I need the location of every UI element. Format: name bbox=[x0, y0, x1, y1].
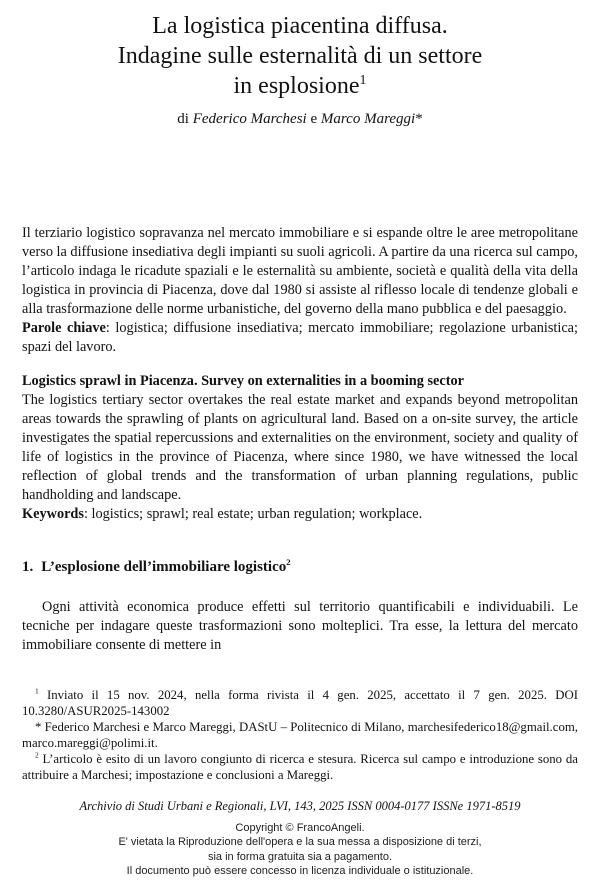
section-1-footnote-mark: 2 bbox=[286, 557, 291, 567]
abstract-english-text: The logistics tertiary sector overtakes the real estate market and expands beyond metropolitan areas towards the sprawling of plants on agricultural land. Based on a on-site survey, the article investigates the spatial repercussions and externalities on the environment, society and quality of life of logistics in the province of Piacenza, where since 1980, we have witnessed the local reflection of global trends and the transformation of urban planning regulations, public handholding and landscape. bbox=[22, 392, 578, 503]
copyright-line-3: sia in forma gratuita sia a pagamento. bbox=[207, 850, 393, 863]
journal-citation-line: Archivio di Studi Urbani e Regionali, LVI, 143, 2025 ISSN 0004-0177 ISSNe 1971-8519 bbox=[79, 799, 521, 813]
keywords-english-label: Keywords bbox=[22, 506, 84, 522]
title-footnote-mark: 1 bbox=[359, 73, 367, 88]
byline-prefix: di bbox=[177, 111, 193, 127]
footnote-star-text: * Federico Marchesi e Marco Mareggi, DAStU – Politecnico di Milano, marchesifederico18@gmail.com, marco.mareggi@polimi.it. bbox=[22, 720, 578, 750]
section-1-paragraph-text: Ogni attività economica produce effetti sul territorio quantificabili e individuabili. Le tecniche per indagare queste trasformazioni sono molteplici. Tra esse, la lettura del mercato immobiliare consente di mettere in bbox=[22, 599, 578, 653]
abstract-italian bbox=[22, 224, 578, 357]
article-title bbox=[0, 11, 600, 101]
footnote-1-text: Inviato il 15 nov. 2024, nella forma rivista il 4 gen. 2025, accettato il 7 gen. 2025. DOI 10.3280/ASUR2025-143002 bbox=[22, 688, 578, 718]
footnote-1 bbox=[22, 687, 578, 719]
footnote-1-mark: 1 bbox=[35, 686, 39, 696]
byline-asterisk-mark: * bbox=[415, 111, 423, 127]
title-line-1: La logistica piacentina diffusa. bbox=[152, 13, 448, 39]
footnote-2 bbox=[22, 751, 578, 783]
footnotes bbox=[22, 687, 578, 783]
copyright-line-2: E' vietata la Riproduzione dell'opera e la sua messa a disposizione di terzi, bbox=[118, 836, 482, 849]
keywords-english bbox=[22, 505, 578, 524]
byline-conjunction: e bbox=[306, 111, 321, 127]
footnote-star bbox=[22, 719, 578, 751]
copyright-line-4: Il documento può essere concesso in licenza individuale o istituzionale. bbox=[126, 864, 474, 877]
section-1-number: 1. bbox=[22, 559, 34, 575]
copyright-line-1: Copyright © FrancoAngeli. bbox=[235, 822, 365, 834]
footnote-2-mark: 2 bbox=[35, 750, 39, 760]
author-1: Federico Marchesi bbox=[192, 111, 307, 127]
footnote-2-text: L’articolo è esito di un lavoro congiunto di ricerca e stesura. Ricerca sul campo e introduzione sono da attribuire a Marchesi; impostazione e conclusioni a Mareggi. bbox=[22, 752, 578, 782]
title-line-3 bbox=[0, 71, 600, 101]
author-2: Marco Mareggi bbox=[320, 111, 416, 127]
byline bbox=[0, 111, 600, 128]
section-1-title: L’esplosione dell’immobiliare logistico bbox=[41, 559, 287, 575]
title-line-2: Indagine sulle esternalità di un settore bbox=[117, 43, 483, 69]
keywords-italian-list: : logistica; diffusione insediativa; mercato immobiliare; regolazione urbanistica; spazi del lavoro. bbox=[22, 320, 579, 355]
abstract-italian-text: Il terziario logistico sopravanza nel mercato immobiliare e si espande oltre le aree metropolitane verso la diffusione insediativa degli impianti su suoli agricoli. A partire da una ricerca sul campo, l’articolo indaga le ricadute spaziali e le esternalità su ambiente, società e qualità della vita della logistica in provincia di Piacenza, dove dal 1980 si assiste al riflesso locale di tendenze globali e alla trasformazione delle norme urbanistiche, del governo della mano pubblica e del paesaggio. bbox=[22, 225, 578, 317]
abstract-english-heading: Logistics sprawl in Piacenza. Survey on externalities in a booming sector bbox=[22, 373, 464, 389]
keywords-italian bbox=[22, 319, 578, 357]
keywords-english-list: : logistics; sprawl; real estate; urban regulation; workplace. bbox=[83, 506, 423, 522]
abstract-english bbox=[22, 372, 578, 524]
section-1-paragraph bbox=[22, 598, 578, 655]
title-line-3-text: in esplosione bbox=[233, 73, 360, 99]
copyright-footer bbox=[0, 821, 600, 878]
section-1-heading bbox=[22, 559, 578, 576]
keywords-italian-label: Parole chiave bbox=[22, 320, 106, 336]
